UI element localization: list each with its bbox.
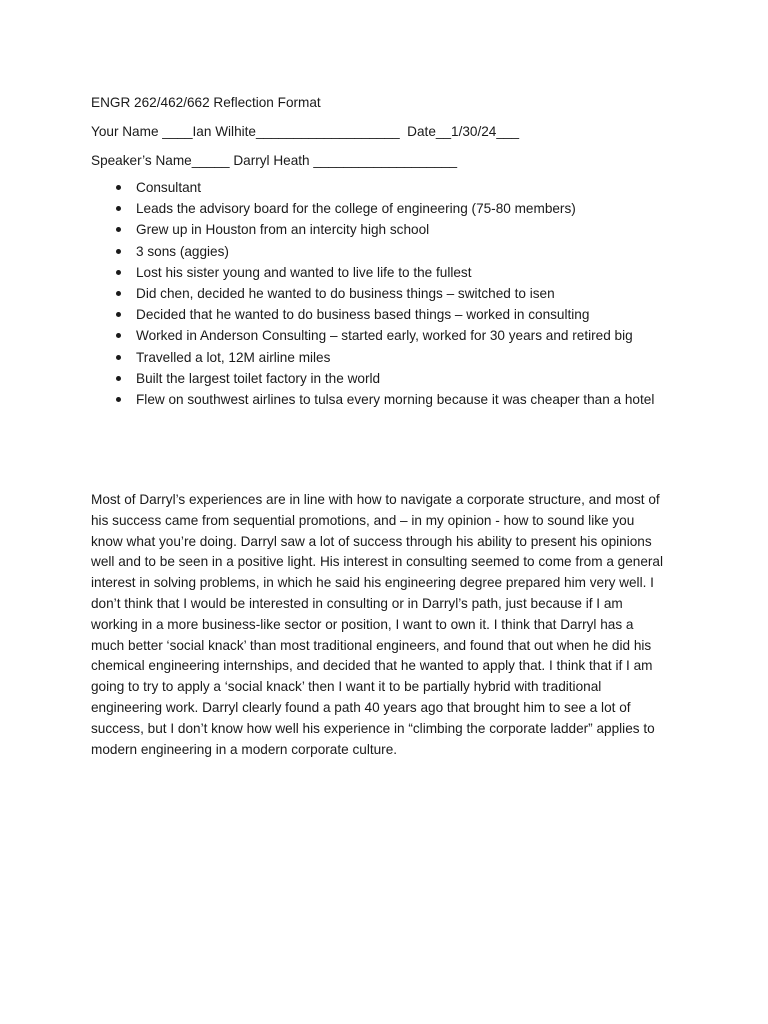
bullet-icon	[116, 355, 121, 360]
speaker-notes-list	[91, 177, 691, 410]
reflection-line: modern engineering in a modern corporate culture.	[91, 741, 398, 757]
reflection-line: chemical engineering internships, and decided that he wanted to apply that. I think that if I am	[91, 658, 653, 674]
list-item: Grew up in Houston from an intercity high school	[91, 219, 691, 240]
bullet-icon	[116, 227, 121, 232]
speaker-name-line: Speaker’s Name_____ Darryl Heath ___________________	[91, 153, 458, 168]
document-header	[91, 92, 691, 410]
bullet-icon	[116, 312, 121, 317]
reflection-line: don’t think that I would be interested in consulting or in Darryl’s path, just because if I am	[91, 595, 623, 611]
list-item: Worked in Anderson Consulting – started early, worked for 30 years and retired big	[91, 325, 691, 346]
reflection-line: working in a more business-like sector or position, I want to own it. I think that Darryl has a	[91, 616, 634, 632]
bullet-icon	[116, 185, 121, 190]
list-item: Built the largest toilet factory in the world	[91, 368, 691, 389]
bullet-icon	[116, 270, 121, 275]
list-item: Flew on southwest airlines to tulsa every morning because it was cheaper than a hotel	[91, 389, 691, 410]
document-title: ENGR 262/462/662 Reflection Format	[91, 95, 321, 110]
bullet-icon	[116, 291, 121, 296]
reflection-line: know what you’re doing. Darryl saw a lot of success through his ability to present his opinions	[91, 533, 652, 549]
reflection-line: much better ‘social knack’ than most traditional engineers, and found that out when he did his	[91, 637, 652, 653]
reflection-line: interest in solving problems, in which he said his engineering degree prepared him very well. I	[91, 575, 654, 591]
bullet-icon	[116, 397, 121, 402]
reflection-line: engineering work. Darryl clearly found a path 40 years ago that brought him to see a lot of	[91, 699, 631, 715]
student-name-date-line: Your Name ____Ian Wilhite___________________ Date__1/30/24___	[91, 124, 520, 139]
list-item: Leads the advisory board for the college of engineering (75-80 members)	[91, 198, 691, 219]
reflection-line: going to try to apply a ‘social knack’ then I want it to be partially hybrid with traditional	[91, 679, 602, 695]
list-item: 3 sons (aggies)	[91, 241, 691, 262]
reflection-line: success, but I don’t know how well his experience in “climbing the corporate ladder” applies to	[91, 720, 655, 736]
reflection-line: his success came from sequential promotions, and – in my opinion - how to sound like you	[91, 512, 635, 528]
bullet-icon	[116, 206, 121, 211]
list-item: Travelled a lot, 12M airline miles	[91, 347, 691, 368]
list-item: Lost his sister young and wanted to live life to the fullest	[91, 262, 691, 283]
reflection-paragraph	[91, 490, 691, 760]
reflection-line: Most of Darryl’s experiences are in line with how to navigate a corporate structure, and most of	[91, 492, 660, 507]
list-item: Did chen, decided he wanted to do business things – switched to isen	[91, 283, 691, 304]
list-item: Consultant	[91, 177, 691, 198]
bullet-icon	[116, 333, 121, 338]
list-item: Decided that he wanted to do business based things – worked in consulting	[91, 304, 691, 325]
bullet-icon	[116, 376, 121, 381]
reflection-line: well and to be seen in a positive light. His interest in consulting seemed to come from a general	[91, 554, 663, 570]
bullet-icon	[116, 249, 121, 254]
